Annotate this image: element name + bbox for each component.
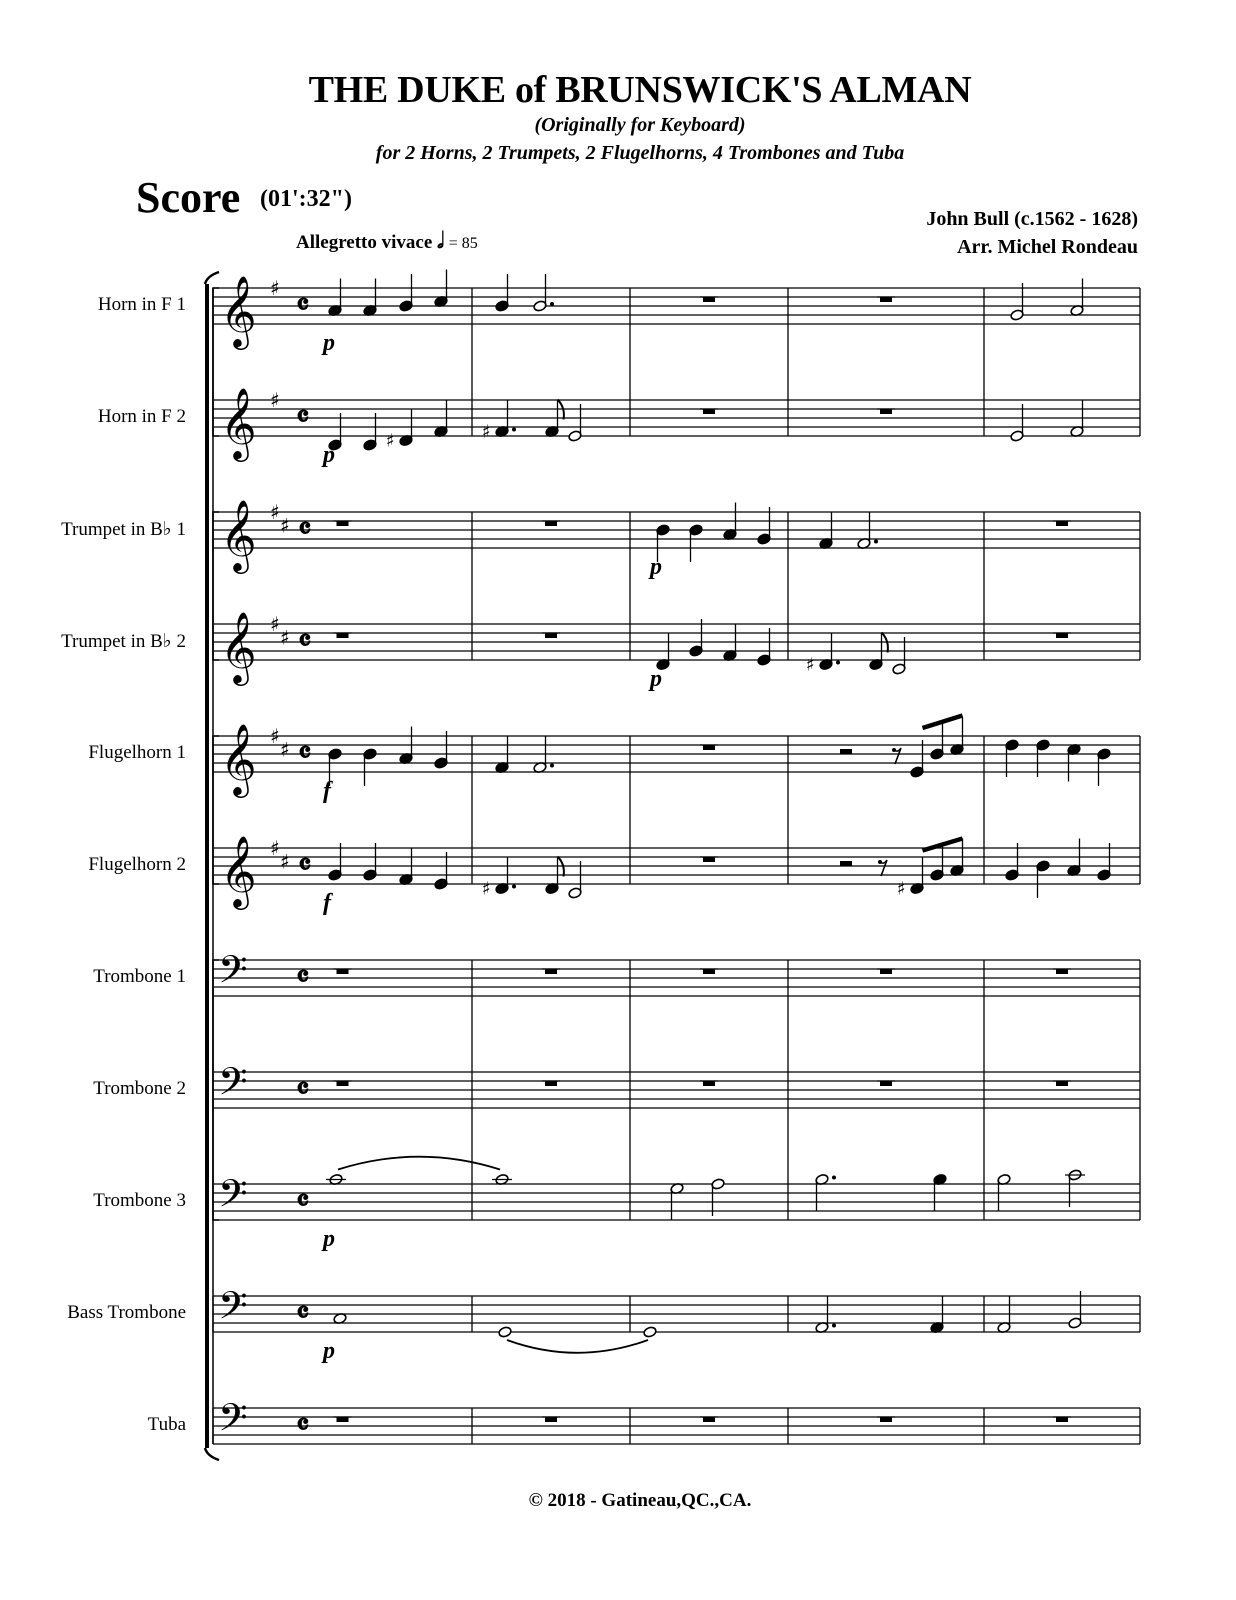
whole-rest [880,1081,892,1086]
whole-rest [1056,633,1068,638]
score-label: Score [136,173,241,222]
whole-rest [337,633,349,638]
half-rest [840,749,852,754]
notehead [498,1326,512,1338]
dynamic-marking: p [323,330,335,356]
slur [338,1157,500,1170]
whole-rest [703,1417,715,1422]
label-tuba: Tuba [147,1414,186,1435]
treble-clef-icon: 𝄞 [220,722,257,795]
notehead [643,1326,657,1338]
whole-rest [880,409,892,414]
whole-rest [337,521,349,526]
sharp-icon: ♯ [280,513,290,538]
dynamic-marking: p [650,554,662,580]
sharp-icon: ♯ [270,724,280,748]
tempo-metronome: = 85 [448,235,478,252]
sharp-icon: ♯ [270,500,280,524]
common-time-icon: 𝄴 [298,848,312,883]
label-trumpet-2: Trumpet in B♭ 2 [61,631,186,652]
common-time-icon: 𝄴 [296,960,310,995]
dot [832,1324,836,1328]
whole-rest [1056,1081,1068,1086]
instrumentation-line: for 2 Horns, 2 Trumpets, 2 Flugelhorns, 4 Trombones and Tuba [375,142,905,164]
half-rest [840,861,852,866]
sharp-icon: ♯ [482,421,491,443]
whole-rest [1056,969,1068,974]
group-bracket [213,288,219,436]
eighth-rest-dot [878,860,882,864]
dynamic-marking: p [323,442,335,468]
eighth-rest-dot [892,748,896,752]
treble-clef-icon: 𝄞 [220,274,257,347]
sharp-icon: ♯ [270,836,280,860]
duration-label: (01':32") [260,186,352,212]
bass-clef-icon: 𝄢 [218,1283,248,1337]
label-trombone-2: Trombone 2 [93,1078,186,1099]
dot [836,661,840,665]
system-bracket [205,284,209,1448]
whole-rest [703,857,715,862]
dot [512,428,516,432]
bass-clef-icon: 𝄢 [218,1059,248,1113]
group-bracket [213,512,219,660]
label-trombone-3: Trombone 3 [93,1190,186,1211]
whole-rest [880,297,892,302]
tempo-text: Allegretto vivace [296,232,433,253]
dynamic-marking: p [650,666,662,692]
whole-rest [545,969,557,974]
group-bracket [213,736,219,884]
whole-rest [337,1081,349,1086]
whole-rest [337,1417,349,1422]
common-time-icon: 𝄴 [298,512,312,547]
sharp-icon: ♯ [897,878,906,900]
sharp-icon: ♯ [270,388,280,412]
whole-rest [545,521,557,526]
bracket-top-hook [205,272,219,284]
treble-clef-icon: 𝄞 [220,834,257,907]
sharp-icon: ♯ [270,276,280,300]
dot [832,1176,836,1180]
common-time-icon: 𝄴 [296,1408,310,1443]
staff-lines [213,288,1140,1444]
common-time-icon: 𝄴 [296,400,310,435]
whole-rest [545,1081,557,1086]
common-time-icon: 𝄴 [298,624,312,659]
whole-rest [545,1417,557,1422]
label-horn-2: Horn in F 2 [97,406,186,427]
sharp-icon: ♯ [386,430,395,452]
whole-rest [703,745,715,750]
dynamic-marking: p [323,1226,335,1252]
whole-rest [880,969,892,974]
whole-rest [337,969,349,974]
dynamic-marking: f [323,890,331,916]
sharp-icon: ♯ [280,849,290,874]
treble-clef-icon: 𝄞 [220,386,257,459]
sharp-icon: ♯ [280,625,290,650]
dynamic-marking: p [323,1338,335,1364]
whole-rest [880,1417,892,1422]
half-note-icon: 𝅗𝅥 [437,228,444,253]
sharp-icon: ♯ [280,737,290,762]
whole-rest [703,409,715,414]
original-instrument-note: (Originally for Keyboard) [534,114,746,136]
treble-clef-icon: 𝄞 [220,498,257,571]
label-flugelhorn-2: Flugelhorn 2 [88,854,186,875]
common-time-icon: 𝄴 [298,736,312,771]
dot [874,540,878,544]
common-time-icon: 𝄴 [296,1184,310,1219]
bass-clef-icon: 𝄢 [218,947,248,1001]
common-time-icon: 𝄴 [296,288,310,323]
label-horn-1: Horn in F 1 [97,294,186,315]
whole-rest [1056,521,1068,526]
label-trombone-1: Trombone 1 [93,966,186,987]
sharp-icon: ♯ [482,878,491,900]
whole-rest [703,297,715,302]
clefs-and-signatures [218,274,311,1449]
label-bass-trombone: Bass Trombone [67,1302,186,1323]
dot [550,764,554,768]
score-title: THE DUKE of BRUNSWICK'S ALMAN [308,69,972,111]
dynamic-marking: f [323,778,331,804]
composer-credit: John Bull (c.1562 - 1628) [926,208,1138,230]
common-time-icon: 𝄴 [296,1072,310,1107]
arranger-credit: Arr. Michel Rondeau [957,236,1138,258]
bass-clef-icon: 𝄢 [218,1171,248,1225]
whole-rest [1056,1417,1068,1422]
slur [507,1340,648,1353]
dot [512,885,516,889]
label-trumpet-1: Trumpet in B♭ 1 [61,519,186,540]
bass-clef-icon: 𝄢 [218,1395,248,1449]
notes [321,270,1111,1423]
bracket-bottom-hook [205,1448,219,1460]
label-flugelhorn-1: Flugelhorn 1 [88,742,186,763]
copyright-footer: © 2018 - Gatineau,QC.,CA. [528,1490,752,1511]
dot [550,302,554,306]
common-time-icon: 𝄴 [296,1296,310,1331]
sharp-icon: ♯ [806,654,815,676]
whole-rest [703,969,715,974]
whole-rest [545,633,557,638]
treble-clef-icon: 𝄞 [220,610,257,683]
whole-rest [703,1081,715,1086]
sharp-icon: ♯ [270,612,280,636]
